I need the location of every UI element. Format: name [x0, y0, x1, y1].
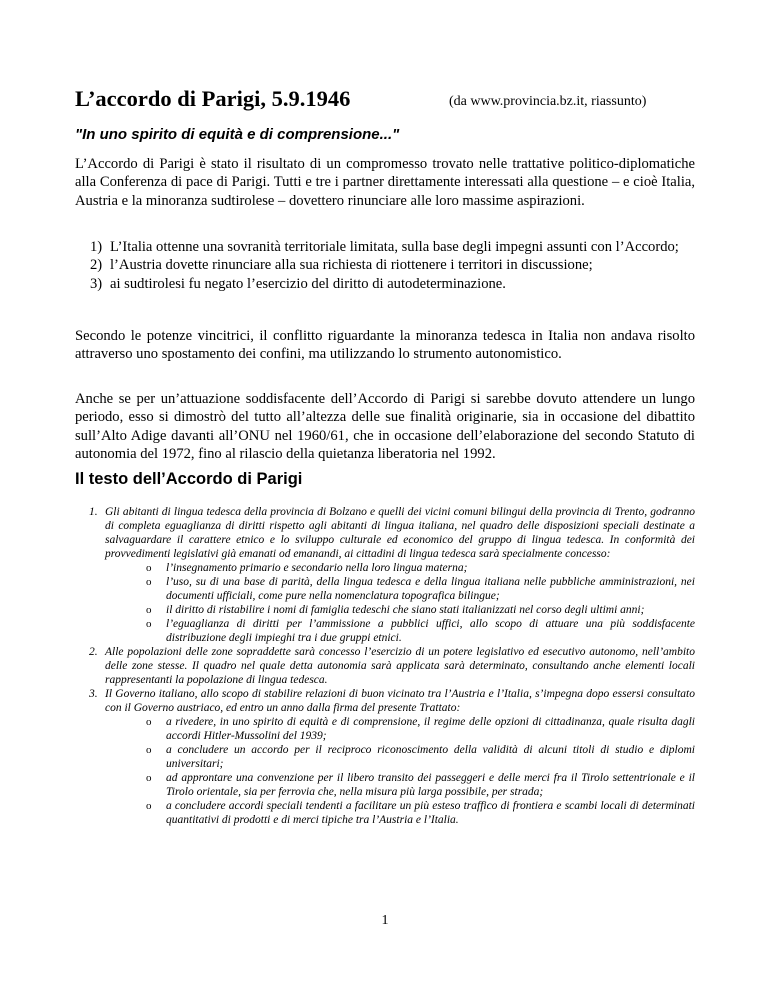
bullet-icon: o: [146, 576, 152, 588]
list-item: [75, 275, 695, 293]
list-item-number: 2): [90, 257, 103, 274]
article-number: 3.: [89, 688, 98, 700]
sublist-item: o l’eguaglianza di diritti per l’ammissione a pubblici uffici, allo scopo di attuare una più soddisfacente distribuzione degli impieghi tra i due gruppi etnici.: [146, 618, 695, 644]
bullet-icon: o: [146, 744, 152, 756]
page-number: 1: [381, 913, 389, 928]
numbered-list: [75, 238, 695, 293]
list-item: [75, 238, 695, 256]
treaty-article-3: [75, 687, 695, 827]
article-text: Alle popolazioni delle zone sopraddette sarà concesso l’esercizio di un potere legislativo ed esecutivo autonomo, nell’ambito delle zone stesse. Il quadro nel quale detta autonomia sarà applicata sarà determinato, consultando anche elementi locali rappresentanti la popolazione di lingua tedesca.: [105, 646, 695, 686]
section-heading: Il testo dell’Accordo di Parigi: [75, 470, 303, 488]
list-item-number: 3): [90, 275, 103, 292]
bullet-icon: o: [146, 562, 152, 574]
article-number: 2.: [89, 646, 98, 658]
article-number: 1.: [89, 506, 98, 518]
sublist-item: o a concludere accordi speciali tendenti a facilitare un più esteso traffico di frontiera e scambi locali di determinati quantitativi di prodotti e di merci tipiche tra l’Austria e l’Italia.: [146, 800, 695, 826]
list-item-text: ai sudtirolesi fu negato l’esercizio del diritto di autodeterminazione.: [110, 275, 506, 292]
source-note: (da www.provincia.bz.it, riassunto): [449, 94, 647, 109]
sublist-item: o l’uso, su di una base di parità, della lingua tedesca e della lingua italiana nelle pubbliche amministrazioni, nei documenti ufficiali, come pure nella nomenclatura topografica bilingue;: [146, 576, 695, 602]
sublist-item: o ad approntare una convenzione per il libero transito dei passeggeri e delle merci fra il Tirolo settentrionale e il Tirolo orientale, sia per ferrovia che, nella misura più larga possibile, per strada;: [146, 772, 695, 798]
sublist-item: o a rivedere, in uno spirito di equità e di comprensione, il regime delle opzioni di cittadinanza, quale risulta dagli accordi Hitler-Mussolini del 1939;: [146, 716, 695, 742]
bullet-icon: o: [146, 772, 152, 784]
bullet-icon: o: [146, 800, 152, 812]
list-item-text: L’Italia ottenne una sovranità territoriale limitata, sulla base degli impegni assunti con l’Accordo;: [110, 239, 679, 255]
paragraph-implementation: Anche se per un’attuazione soddisfacente dell’Accordo di Parigi si sarebbe dovuto attendere un lungo periodo, esso si dimostrò del tutto all’altezza delle sue finalità originarie, sia in occasione del dibattito sull’Alto Adige davanti all’ONU nel 1960/61, che in occasione dell’elaborazione del secondo Statuto di autonomia del 1972, fino al rilascio della quietanza liberatoria nel 1992.: [75, 391, 695, 463]
treaty-article-2: [75, 645, 695, 687]
article-text: Il Governo italiano, allo scopo di stabilire relazioni di buon vicinato tra l’Austria e l’Italia, s’impegna dopo essersi consultato con il Governo austriaco, ed entro un anno dalla firma del presente Trattato:: [105, 688, 695, 714]
article-sublist: [105, 715, 695, 827]
paragraph-victors: Secondo le potenze vincitrici, il conflitto riguardante la minoranza tedesca in Italia non andava risolto attraverso uno spostamento dei confini, ma utilizzando lo strumento autonomistico.: [75, 328, 695, 363]
list-item-number: 1): [90, 239, 103, 255]
bullet-icon: o: [146, 618, 152, 630]
list-item: [75, 256, 695, 274]
article-sublist: [105, 561, 695, 645]
title-row: [75, 86, 695, 116]
sublist-item: o l’insegnamento primario e secondario nella loro lingua materna;: [146, 562, 468, 574]
list-item-text: l’Austria dovette rinunciare alla sua richiesta di riottenere i territori in discussione;: [110, 257, 593, 274]
treaty-text: [75, 505, 695, 827]
bullet-icon: o: [146, 716, 152, 728]
sublist-item: o il diritto di ristabilire i nomi di famiglia tedeschi che siano stati italianizzati nel corso degli ultimi anni;: [146, 604, 645, 616]
intro-paragraph: L’Accordo di Parigi è stato il risultato di un compromesso trovato nelle trattative politico-diplomatiche alla Conferenza di pace di Parigi. Tutti e tre i partner direttamente interessati alla questione – e cioè Italia, Austria e la minoranza sudtirolese – dovettero rinunciare alle loro massime aspirazioni.: [75, 156, 695, 209]
subtitle: "In uno spirito di equità e di comprensione...": [75, 126, 400, 143]
bullet-icon: o: [146, 604, 152, 616]
document-title: L’accordo di Parigi, 5.9.1946: [75, 86, 351, 111]
article-text: Gli abitanti di lingua tedesca della provincia di Bolzano e quelli dei vicini comuni bilingui della provincia di Trento, godranno di completa eguaglianza di diritti rispetto agli abitanti di lingua italiana, nel quadro delle disposizioni speciali destinate a salvaguardare il carattere etnico e lo sviluppo culturale ed economico del gruppo di lingua tedesca. In conformità dei provvedimenti legislativi già emanati od emanandi, ai cittadini di lingua tedesca sarà specialmente concesso:: [105, 506, 695, 560]
sublist-item: o a concludere un accordo per il reciproco riconoscimento della validità di alcuni titoli di studio e diplomi universitari;: [146, 744, 695, 770]
treaty-article-1: [75, 505, 695, 645]
